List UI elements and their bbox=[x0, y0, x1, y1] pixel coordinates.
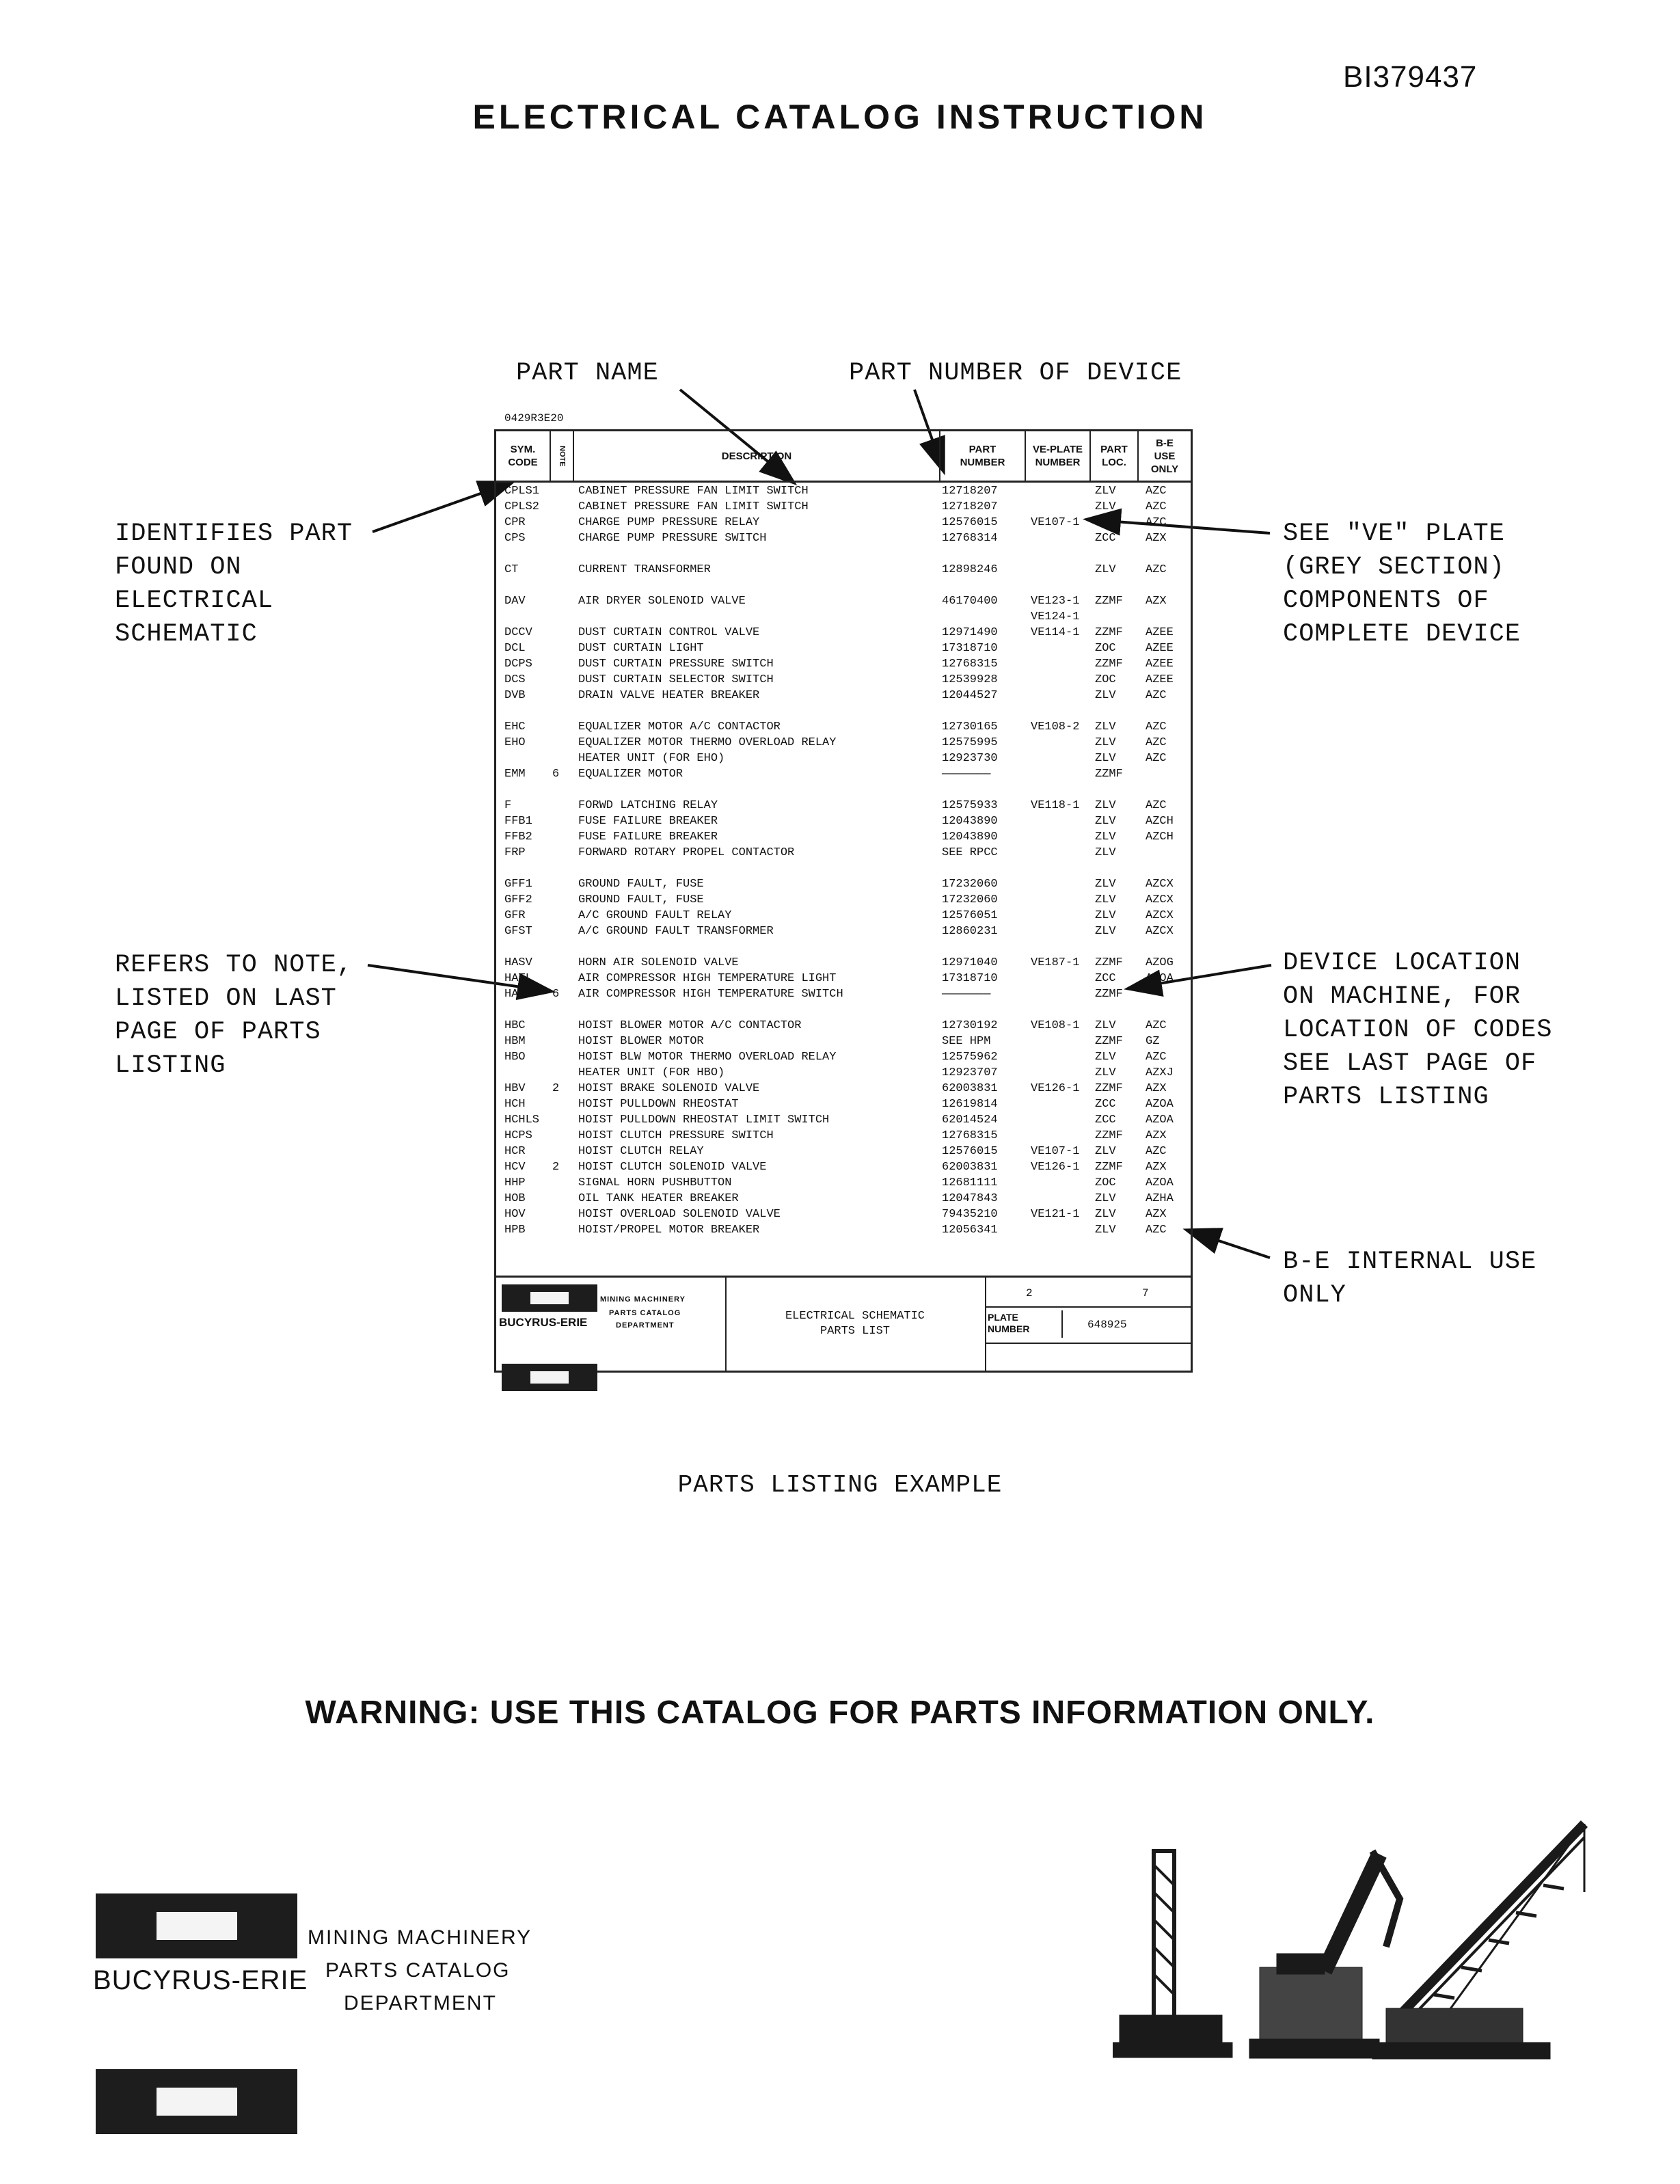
footer-dept-line1: MINING MACHINERY bbox=[308, 1926, 532, 1949]
cell-use: AZX bbox=[1146, 1129, 1167, 1142]
cell-loc: ZCC bbox=[1095, 1114, 1116, 1127]
cell-part: 12047843 bbox=[942, 1192, 998, 1205]
cell-use: AZC bbox=[1146, 1145, 1167, 1158]
mining-machines-illustration bbox=[1113, 1810, 1591, 2070]
table-row bbox=[496, 1082, 1191, 1098]
callout-ve-plate: SEE "VE" PLATE (GREY SECTION) COMPONENTS OF COMPLETE DEVICE bbox=[1283, 520, 1521, 649]
cell-part: ——————— bbox=[942, 768, 991, 781]
cell-loc: ZLV bbox=[1095, 799, 1116, 812]
list-title-text: ELECTRICAL SCHEMATIC PARTS LIST bbox=[785, 1310, 925, 1338]
cell-sym: CPS bbox=[504, 532, 526, 545]
cell-note: 2 bbox=[552, 1161, 560, 1174]
title-block-brand: BUCYRUS-ERIE bbox=[499, 1316, 588, 1329]
cell-desc: EQUALIZER MOTOR bbox=[578, 768, 683, 781]
cell-loc: ZLV bbox=[1095, 1066, 1116, 1079]
cell-part: 12971040 bbox=[942, 956, 998, 969]
cell-part: 12575933 bbox=[942, 799, 998, 812]
table-row bbox=[496, 516, 1191, 532]
cell-use: AZEE bbox=[1146, 658, 1174, 671]
cell-sym: HBO bbox=[504, 1051, 526, 1064]
cell-loc: ZLV bbox=[1095, 815, 1116, 828]
cell-part: 12718207 bbox=[942, 485, 998, 498]
table-row bbox=[496, 1035, 1191, 1051]
cell-desc: GROUND FAULT, FUSE bbox=[578, 878, 704, 891]
title-block-logo bbox=[496, 1278, 727, 1371]
cell-part: 12923730 bbox=[942, 752, 998, 765]
cell-use: AZC bbox=[1146, 689, 1167, 702]
cell-use: AZCH bbox=[1146, 831, 1174, 844]
callout-part-number: PART NUMBER OF DEVICE bbox=[849, 359, 1182, 388]
cell-sym: GFST bbox=[504, 925, 532, 938]
cell-loc: ZCC bbox=[1095, 532, 1116, 545]
arrow-identifies bbox=[372, 483, 511, 532]
cell-sym: HCR bbox=[504, 1145, 526, 1158]
cell-loc: ZLV bbox=[1095, 1192, 1116, 1205]
table-row bbox=[496, 563, 1191, 579]
cell-loc: ZZMF bbox=[1095, 768, 1123, 781]
table-row bbox=[496, 595, 1191, 610]
cell-part: ——————— bbox=[942, 988, 991, 1001]
cell-part: 12971490 bbox=[942, 626, 998, 639]
col-header-part-loc: PART LOC. bbox=[1091, 431, 1139, 481]
cell-loc: ZLV bbox=[1095, 500, 1116, 513]
table-row bbox=[496, 1161, 1191, 1176]
cell-loc: ZZMF bbox=[1095, 595, 1123, 608]
table-row bbox=[496, 658, 1191, 673]
table-row bbox=[496, 673, 1191, 689]
cell-part: 12576015 bbox=[942, 1145, 998, 1158]
cell-part: 46170400 bbox=[942, 595, 998, 608]
page-title: ELECTRICAL CATALOG INSTRUCTION bbox=[472, 98, 1208, 136]
cell-use: AZC bbox=[1146, 1224, 1167, 1237]
col-header-ve-plate: VE-PLATE NUMBER bbox=[1026, 431, 1091, 481]
cell-desc: HOIST PULLDOWN RHEOSTAT bbox=[578, 1098, 739, 1111]
cell-sym: DCS bbox=[504, 673, 526, 686]
col-header-note: NOTE bbox=[551, 431, 574, 481]
cell-ve: VE187-1 bbox=[1031, 956, 1080, 969]
cell-use: AZX bbox=[1146, 532, 1167, 545]
table-row bbox=[496, 831, 1191, 846]
cell-loc: ZLV bbox=[1095, 909, 1116, 922]
cell-sym: GFF2 bbox=[504, 893, 532, 906]
cell-desc: A/C GROUND FAULT RELAY bbox=[578, 909, 732, 922]
cell-sym: HCV bbox=[504, 1161, 526, 1174]
cell-desc: EQUALIZER MOTOR THERMO OVERLOAD RELAY bbox=[578, 736, 837, 749]
cell-sym: DCPS bbox=[504, 658, 532, 671]
cell-part: 12718207 bbox=[942, 500, 998, 513]
table-row bbox=[496, 878, 1191, 893]
cell-use: AZC bbox=[1146, 1019, 1167, 1032]
table-row bbox=[496, 1176, 1191, 1192]
table-row bbox=[496, 988, 1191, 1003]
cell-desc: SIGNAL HORN PUSHBUTTON bbox=[578, 1176, 732, 1189]
cell-part: 79435210 bbox=[942, 1208, 998, 1221]
footer-dept-line3: DEPARTMENT bbox=[344, 1992, 497, 2014]
table-row bbox=[496, 1208, 1191, 1224]
cell-sym: EMM bbox=[504, 768, 526, 781]
cell-use: GZ bbox=[1146, 1035, 1160, 1048]
cell-part: 17318710 bbox=[942, 972, 998, 985]
cell-sym: HATS bbox=[504, 988, 532, 1001]
table-row bbox=[496, 610, 1191, 626]
cell-desc: GROUND FAULT, FUSE bbox=[578, 893, 704, 906]
table-row bbox=[496, 1192, 1191, 1208]
cell-use: AZCH bbox=[1146, 815, 1174, 828]
cell-desc: HOIST CLUTCH PRESSURE SWITCH bbox=[578, 1129, 774, 1142]
cell-desc: FORWARD ROTARY PROPEL CONTACTOR bbox=[578, 846, 795, 859]
cell-use: AZC bbox=[1146, 485, 1167, 498]
table-row bbox=[496, 1224, 1191, 1239]
cell-use: AZCX bbox=[1146, 909, 1174, 922]
cell-sym: DCCV bbox=[504, 626, 532, 639]
cell-desc: DUST CURTAIN LIGHT bbox=[578, 642, 704, 655]
table-row bbox=[496, 1114, 1191, 1129]
cell-part: 12575995 bbox=[942, 736, 998, 749]
cell-ve: VE121-1 bbox=[1031, 1208, 1080, 1221]
title-block-plate bbox=[985, 1278, 1191, 1371]
cell-part: 62014524 bbox=[942, 1114, 998, 1127]
cell-use: AZC bbox=[1146, 720, 1167, 733]
cell-part: 12768315 bbox=[942, 658, 998, 671]
cell-sym: HBV bbox=[504, 1082, 526, 1095]
cell-loc: ZZMF bbox=[1095, 1161, 1123, 1174]
cell-desc: HEATER UNIT (FOR EHO) bbox=[578, 752, 725, 765]
cell-desc: EQUALIZER MOTOR A/C CONTACTOR bbox=[578, 720, 781, 733]
table-row bbox=[496, 1051, 1191, 1066]
cell-use: AZC bbox=[1146, 799, 1167, 812]
table-row bbox=[496, 1145, 1191, 1161]
cell-ve: VE123-1 bbox=[1031, 595, 1080, 608]
footer-brand: BUCYRUS-ERIE bbox=[93, 1965, 308, 1995]
cell-part: SEE RPCC bbox=[942, 846, 998, 859]
cell-sym: HHP bbox=[504, 1176, 526, 1189]
plate-number-label: PLATE NUMBER bbox=[988, 1312, 1030, 1334]
cell-sym: HCH bbox=[504, 1098, 526, 1111]
cell-desc: CHARGE PUMP PRESSURE RELAY bbox=[578, 516, 760, 529]
cell-part: 12043890 bbox=[942, 831, 998, 844]
cell-sym: HASV bbox=[504, 956, 532, 969]
sheet-code: 0429R3E20 bbox=[504, 412, 564, 424]
table-row bbox=[496, 846, 1191, 862]
cell-use: AZX bbox=[1146, 1161, 1167, 1174]
cell-sym: GFF1 bbox=[504, 878, 532, 891]
cell-part: 12681111 bbox=[942, 1176, 998, 1189]
cell-sym: FFB2 bbox=[504, 831, 532, 844]
cell-desc: HORN AIR SOLENOID VALVE bbox=[578, 956, 739, 969]
cell-desc: HOIST/PROPEL MOTOR BREAKER bbox=[578, 1224, 760, 1237]
cell-use: AZC bbox=[1146, 1051, 1167, 1064]
cell-sym: HBC bbox=[504, 1019, 526, 1032]
cell-part: 12056341 bbox=[942, 1224, 998, 1237]
cell-loc: ZLV bbox=[1095, 1051, 1116, 1064]
cell-desc: DUST CURTAIN CONTROL VALVE bbox=[578, 626, 760, 639]
table-row bbox=[496, 752, 1191, 768]
cell-use: AZC bbox=[1146, 516, 1167, 529]
cell-ve: VE108-2 bbox=[1031, 720, 1080, 733]
cell-loc: ZZMF bbox=[1095, 658, 1123, 671]
cell-loc: ZZMF bbox=[1095, 956, 1123, 969]
cell-ve: VE126-1 bbox=[1031, 1161, 1080, 1174]
arrow-be-internal bbox=[1188, 1230, 1270, 1258]
cell-part: 62003831 bbox=[942, 1161, 998, 1174]
cell-sym: FRP bbox=[504, 846, 526, 859]
cell-loc: ZLV bbox=[1095, 1208, 1116, 1221]
cell-desc: HOIST BLOWER MOTOR A/C CONTACTOR bbox=[578, 1019, 802, 1032]
cell-use: AZEE bbox=[1146, 626, 1174, 639]
cell-loc: ZCC bbox=[1095, 1098, 1116, 1111]
cell-sym: EHC bbox=[504, 720, 526, 733]
cell-part: 12730165 bbox=[942, 720, 998, 733]
cell-part: 12730192 bbox=[942, 1019, 998, 1032]
cell-use: AZC bbox=[1146, 500, 1167, 513]
cell-loc: ZLV bbox=[1095, 1224, 1116, 1237]
cell-loc: ZLV bbox=[1095, 831, 1116, 844]
cell-part: 12860231 bbox=[942, 925, 998, 938]
table-row bbox=[496, 956, 1191, 972]
col-header-be-use: B-E USE ONLY bbox=[1150, 437, 1179, 475]
cell-sym: HOV bbox=[504, 1208, 526, 1221]
cell-part: 17318710 bbox=[942, 642, 998, 655]
cell-part: 12575962 bbox=[942, 1051, 998, 1064]
cell-use: AZCX bbox=[1146, 925, 1174, 938]
cell-sym: DAV bbox=[504, 595, 526, 608]
table-row bbox=[496, 893, 1191, 909]
cell-ve: VE124-1 bbox=[1031, 610, 1080, 623]
cell-loc: ZOC bbox=[1095, 642, 1116, 655]
table-row bbox=[496, 909, 1191, 925]
cell-desc: HOIST CLUTCH RELAY bbox=[578, 1145, 704, 1158]
cell-ve: VE114-1 bbox=[1031, 626, 1080, 639]
cell-ve: VE107-1 bbox=[1031, 516, 1080, 529]
cell-note: 2 bbox=[552, 1082, 560, 1095]
cell-sym: F bbox=[504, 799, 512, 812]
cell-desc: HOIST BLW MOTOR THERMO OVERLOAD RELAY bbox=[578, 1051, 837, 1064]
cell-use: AZC bbox=[1146, 736, 1167, 749]
sheet-title-block bbox=[496, 1276, 1191, 1371]
col-header-part-number: PART NUMBER bbox=[940, 431, 1026, 481]
cell-loc: ZZMF bbox=[1095, 1082, 1123, 1095]
cell-desc: CURRENT TRANSFORMER bbox=[578, 563, 711, 576]
title-block-dept-line3: DEPARTMENT bbox=[616, 1321, 675, 1330]
callout-part-name: PART NAME bbox=[516, 359, 659, 388]
cell-use: AZOA bbox=[1146, 1114, 1174, 1127]
cell-loc: ZLV bbox=[1095, 689, 1116, 702]
cell-loc: ZZMF bbox=[1095, 1129, 1123, 1142]
cell-desc: FORWD LATCHING RELAY bbox=[578, 799, 718, 812]
cell-part: SEE HPM bbox=[942, 1035, 991, 1048]
sheet-of: 7 bbox=[1142, 1287, 1149, 1299]
footer-dept-line2: PARTS CATALOG bbox=[325, 1959, 511, 1982]
cell-desc: DRAIN VALVE HEATER BREAKER bbox=[578, 689, 760, 702]
sheet-number: 2 bbox=[1026, 1287, 1033, 1299]
cell-desc: DUST CURTAIN PRESSURE SWITCH bbox=[578, 658, 774, 671]
cell-use: AZX bbox=[1146, 1208, 1167, 1221]
brand-logo-top bbox=[502, 1284, 597, 1312]
cell-use: AZC bbox=[1146, 563, 1167, 576]
cell-part: 62003831 bbox=[942, 1082, 998, 1095]
cell-desc: DUST CURTAIN SELECTOR SWITCH bbox=[578, 673, 774, 686]
cell-part: 12576015 bbox=[942, 516, 998, 529]
cell-part: 12768315 bbox=[942, 1129, 998, 1142]
cell-use: AZX bbox=[1146, 595, 1167, 608]
table-row bbox=[496, 532, 1191, 548]
cell-desc: HOIST BLOWER MOTOR bbox=[578, 1035, 704, 1048]
cell-part: 17232060 bbox=[942, 878, 998, 891]
document-id: BI379437 bbox=[1343, 60, 1478, 94]
cell-part: 12539928 bbox=[942, 673, 998, 686]
cell-note: 6 bbox=[552, 768, 560, 781]
cell-sym: CPLS2 bbox=[504, 500, 540, 513]
cell-part: 12576051 bbox=[942, 909, 998, 922]
cell-use: AZXJ bbox=[1146, 1066, 1174, 1079]
footer-logo-bottom bbox=[96, 2069, 297, 2134]
cell-loc: ZLV bbox=[1095, 752, 1116, 765]
table-row bbox=[496, 720, 1191, 736]
title-block-dept-line2: PARTS CATALOG bbox=[609, 1309, 681, 1317]
cell-sym: CPLS1 bbox=[504, 485, 540, 498]
callout-be-internal: B-E INTERNAL USE ONLY bbox=[1283, 1248, 1537, 1310]
cell-sym: CPR bbox=[504, 516, 526, 529]
cell-use: AZEE bbox=[1146, 673, 1174, 686]
cell-loc: ZLV bbox=[1095, 1019, 1116, 1032]
cell-desc: HEATER UNIT (FOR HBO) bbox=[578, 1066, 725, 1079]
cell-sym: HCPS bbox=[504, 1129, 532, 1142]
table-row bbox=[496, 1129, 1191, 1145]
cell-loc: ZZMF bbox=[1095, 626, 1123, 639]
cell-desc: FUSE FAILURE BREAKER bbox=[578, 815, 718, 828]
callout-device-location: DEVICE LOCATION ON MACHINE, FOR LOCATION OF CODES SEE LAST PAGE OF PARTS LISTING bbox=[1283, 949, 1553, 1111]
brand-logo-bottom bbox=[502, 1364, 597, 1391]
table-row bbox=[496, 500, 1191, 516]
cell-ve: VE126-1 bbox=[1031, 1082, 1080, 1095]
cell-desc: HOIST OVERLOAD SOLENOID VALVE bbox=[578, 1208, 781, 1221]
cell-desc: HOIST PULLDOWN RHEOSTAT LIMIT SWITCH bbox=[578, 1114, 830, 1127]
cell-desc: CABINET PRESSURE FAN LIMIT SWITCH bbox=[578, 500, 809, 513]
cell-part: 12923707 bbox=[942, 1066, 998, 1079]
cell-loc: ZOC bbox=[1095, 1176, 1116, 1189]
table-row bbox=[496, 815, 1191, 831]
cell-loc: ZLV bbox=[1095, 563, 1116, 576]
cell-part: 17232060 bbox=[942, 893, 998, 906]
cell-desc: OIL TANK HEATER BREAKER bbox=[578, 1192, 739, 1205]
parts-listing-sheet bbox=[494, 429, 1193, 1373]
cell-part: 12898246 bbox=[942, 563, 998, 576]
cell-loc: ZOC bbox=[1095, 673, 1116, 686]
table-row bbox=[496, 972, 1191, 988]
title-block-dept-line1: MINING MACHINERY bbox=[600, 1295, 686, 1304]
cell-loc: ZZMF bbox=[1095, 988, 1123, 1001]
cell-sym: HOB bbox=[504, 1192, 526, 1205]
cell-use: AZHA bbox=[1146, 1192, 1174, 1205]
cell-loc: ZZMF bbox=[1095, 1035, 1123, 1048]
cell-loc: ZLV bbox=[1095, 485, 1116, 498]
cell-sym: HBM bbox=[504, 1035, 526, 1048]
cell-note: 6 bbox=[552, 988, 560, 1001]
cell-use: AZEE bbox=[1146, 642, 1174, 655]
cell-desc: HOIST CLUTCH SOLENOID VALVE bbox=[578, 1161, 767, 1174]
cell-loc: ZLV bbox=[1095, 846, 1116, 859]
cell-desc: AIR COMPRESSOR HIGH TEMPERATURE LIGHT bbox=[578, 972, 837, 985]
warning-banner: WARNING: USE THIS CATALOG FOR PARTS INFORMATION ONLY. bbox=[305, 1695, 1375, 1731]
cell-part: 12043890 bbox=[942, 815, 998, 828]
cell-sym: HATL bbox=[504, 972, 532, 985]
table-row bbox=[496, 768, 1191, 783]
cell-use: AZCX bbox=[1146, 893, 1174, 906]
cell-sym: GFR bbox=[504, 909, 526, 922]
cell-sym: FFB1 bbox=[504, 815, 532, 828]
cell-loc: ZCC bbox=[1095, 972, 1116, 985]
cell-use: AZOA bbox=[1146, 1176, 1174, 1189]
cell-desc: HOIST BRAKE SOLENOID VALVE bbox=[578, 1082, 760, 1095]
cell-use: AZOA bbox=[1146, 1098, 1174, 1111]
col-header-sym-code: SYM. CODE bbox=[496, 431, 551, 481]
cell-desc: CHARGE PUMP PRESSURE SWITCH bbox=[578, 532, 767, 545]
footer-logo-top bbox=[96, 1893, 297, 1958]
cell-use: AZX bbox=[1146, 1082, 1167, 1095]
cell-ve: VE118-1 bbox=[1031, 799, 1080, 812]
cell-desc: AIR COMPRESSOR HIGH TEMPERATURE SWITCH bbox=[578, 988, 843, 1001]
table-row bbox=[496, 1066, 1191, 1082]
cell-part: 12768314 bbox=[942, 532, 998, 545]
cell-sym: DCL bbox=[504, 642, 526, 655]
table-row bbox=[496, 642, 1191, 658]
cell-loc: ZLV bbox=[1095, 736, 1116, 749]
table-row bbox=[496, 799, 1191, 815]
cell-sym: CT bbox=[504, 563, 519, 576]
cell-desc: A/C GROUND FAULT TRANSFORMER bbox=[578, 925, 774, 938]
cell-use: AZCX bbox=[1146, 878, 1174, 891]
table-row bbox=[496, 1098, 1191, 1114]
cell-part: 12044527 bbox=[942, 689, 998, 702]
cell-loc: ZLV bbox=[1095, 878, 1116, 891]
cell-ve: VE107-1 bbox=[1031, 1145, 1080, 1158]
col-header-description: DESCRIPTION bbox=[574, 431, 940, 481]
cell-desc: CABINET PRESSURE FAN LIMIT SWITCH bbox=[578, 485, 809, 498]
cell-sym: DVB bbox=[504, 689, 526, 702]
table-row bbox=[496, 689, 1191, 705]
cell-loc: ZLV bbox=[1095, 925, 1116, 938]
cell-sym: HCHLS bbox=[504, 1114, 540, 1127]
cell-use: AZC bbox=[1146, 752, 1167, 765]
cell-loc: ZLV bbox=[1095, 720, 1116, 733]
cell-ve: VE108-1 bbox=[1031, 1019, 1080, 1032]
cell-sym: EHO bbox=[504, 736, 526, 749]
cell-use: AZOA bbox=[1146, 972, 1174, 985]
table-row bbox=[496, 925, 1191, 941]
cell-loc: ZLV bbox=[1095, 1145, 1116, 1158]
title-block-list-title bbox=[725, 1278, 986, 1371]
table-row bbox=[496, 736, 1191, 752]
table-row bbox=[496, 626, 1191, 642]
cell-sym: HPB bbox=[504, 1224, 526, 1237]
cell-loc: ZLV bbox=[1095, 893, 1116, 906]
cell-desc: AIR DRYER SOLENOID VALVE bbox=[578, 595, 746, 608]
cell-part: 12619814 bbox=[942, 1098, 998, 1111]
plate-number-value: 648925 bbox=[1087, 1319, 1127, 1331]
table-row bbox=[496, 485, 1191, 500]
example-caption: PARTS LISTING EXAMPLE bbox=[677, 1471, 1003, 1499]
table-row bbox=[496, 1019, 1191, 1035]
cell-use: AZOG bbox=[1146, 956, 1174, 969]
callout-refers-note: REFERS TO NOTE, LISTED ON LAST PAGE OF PARTS LISTING bbox=[115, 951, 353, 1080]
callout-identifies-part: IDENTIFIES PART FOUND ON ELECTRICAL SCHEMATIC bbox=[115, 520, 353, 649]
cell-desc: FUSE FAILURE BREAKER bbox=[578, 831, 718, 844]
